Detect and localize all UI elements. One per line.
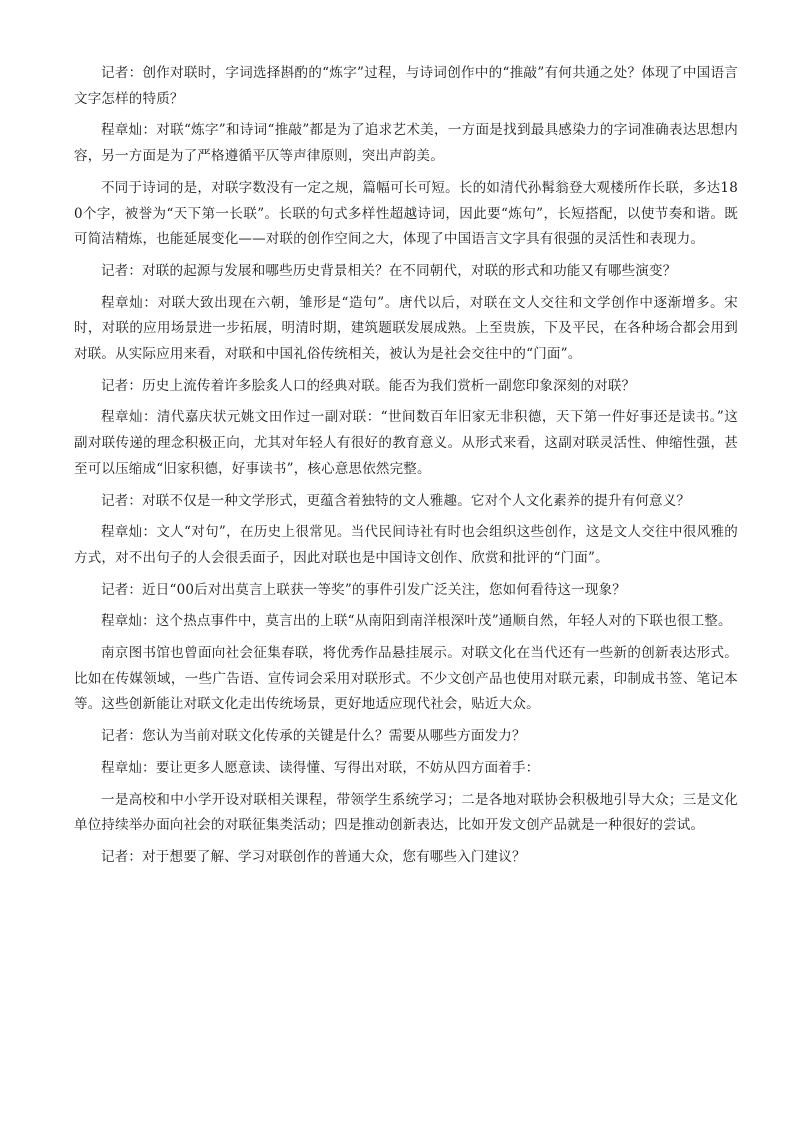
paragraph-interviewer-question-3: 记者：历史上流传着许多脍炙人口的经典对联。能否为我们赏析一副您印象深刻的对联？ [101,377,636,394]
paragraph-interviewer-question-6: 记者：您认为当前对联文化传承的关键是什么？需要从哪些方面发力？ [101,728,526,745]
paragraph-answer-3: 程章灿：清代嘉庆状元姚文田作过一副对联：“世间数百年旧家无非积德，天下第一件好事还是读书。”这副对联传递的理念积极正向，尤其对年轻人有很好的教育意义。从形式来看，这副对联灵活性、伸缩性强，甚至可以压缩成“旧家积德，好事读书”，核心意思依然完整。 [74,409,738,477]
paragraph-answer-2: 程章灿：对联大致出现在六朝，雏形是“造句”。唐代以后，对联在文人交往和文学创作中逐渐增多。宋时，对联的应用场景进一步拓展，明清时期，建筑题联发展成熟。上至贵族，下及平民，在各种场合都会用到对联。从实际应用来看，对联和中国礼俗传统相关，被认为是社会交往中的“门面”。 [74,294,738,363]
paragraph-answer-1-continued: 不同于诗词的是，对联字数没有一定之规，篇幅可长可短。长的如清代孙髯翁登大观楼所作长联，多达180个字，被誉为“天下第一长联”。长联的句式多样性超越诗词，因此要“炼句”，长短搭配，以使节奏和谐。既可简洁精炼，也能延展变化——对联的创作空间之大，体现了中国语言文字具有很强的灵活性和表现力。 [74,179,738,248]
paragraph-interviewer-question-2: 记者：对联的起源与发展和哪些历史背景相关？在不同朝代，对联的形式和功能又有哪些演变？ [101,262,677,279]
paragraph-answer-4: 程章灿：文人“对句”，在历史上很常见。当代民间诗社有时也会组织这些创作，这是文人交往中很风雅的方式，对不出句子的人会很丢面子，因此对联也是中国诗文创作、欣赏和批评的“门面”。 [74,524,738,566]
article-body [74,61,738,871]
paragraph-answer-5: 程章灿：这个热点事件中，莫言出的上联“从南阳到南洋根深叶茂”通顺自然，年轻人对的下联也很工整。 [101,613,732,630]
paragraph-answer-1: 程章灿：对联“炼字”和诗词“推敲”都是为了追求艺术美，一方面是找到最具感染力的字词准确表达思想内容，另一方面是为了严格遵循平仄等声律原则，突出声韵美。 [74,122,738,165]
paragraph-answer-6-continued: 一是高校和中小学开设对联相关课程，带领学生系统学习；二是各地对联协会积极地引导大众；三是文化单位持续举办面向社会的对联征集类活动；四是推动创新表达，比如开发文创产品就是一种很好的尝试。 [74,791,738,834]
paragraph-answer-6: 程章灿：要让更多人愿意读、读得懂、写得出对联，不妨从四方面着手： [101,759,540,776]
paragraph-interviewer-question-4: 记者：对联不仅是一种文学形式，更蕴含着独特的文人雅趣。它对个人文化素养的提升有何意义？ [101,492,691,509]
paragraph-interviewer-question-1: 记者：创作对联时，字词选择斟酌的“炼字”过程，与诗词创作中的“推敲”有何共通之处？体现了中国语言文字怎样的特质？ [74,65,738,107]
paragraph-answer-5-continued: 南京图书馆也曾面向社会征集春联，将优秀作品悬挂展示。对联文化在当代还有一些新的创新表达形式。比如在传媒领域，一些广告语、宣传词会采用对联形式。不少文创产品也使用对联元素，印制成书签、笔记本等。这些创新能让对联文化走出传统场景，更好地适应现代社会，贴近大众。 [74,645,738,713]
paragraph-interviewer-question-5: 记者：近日“00后对出莫言上联获一等奖”的事件引发广泛关注，您如何看待这一现象？ [101,581,626,598]
paragraph-interviewer-question-7: 记者：对于想要了解、学习对联创作的普通大众，您有哪些入门建议？ [101,848,526,865]
